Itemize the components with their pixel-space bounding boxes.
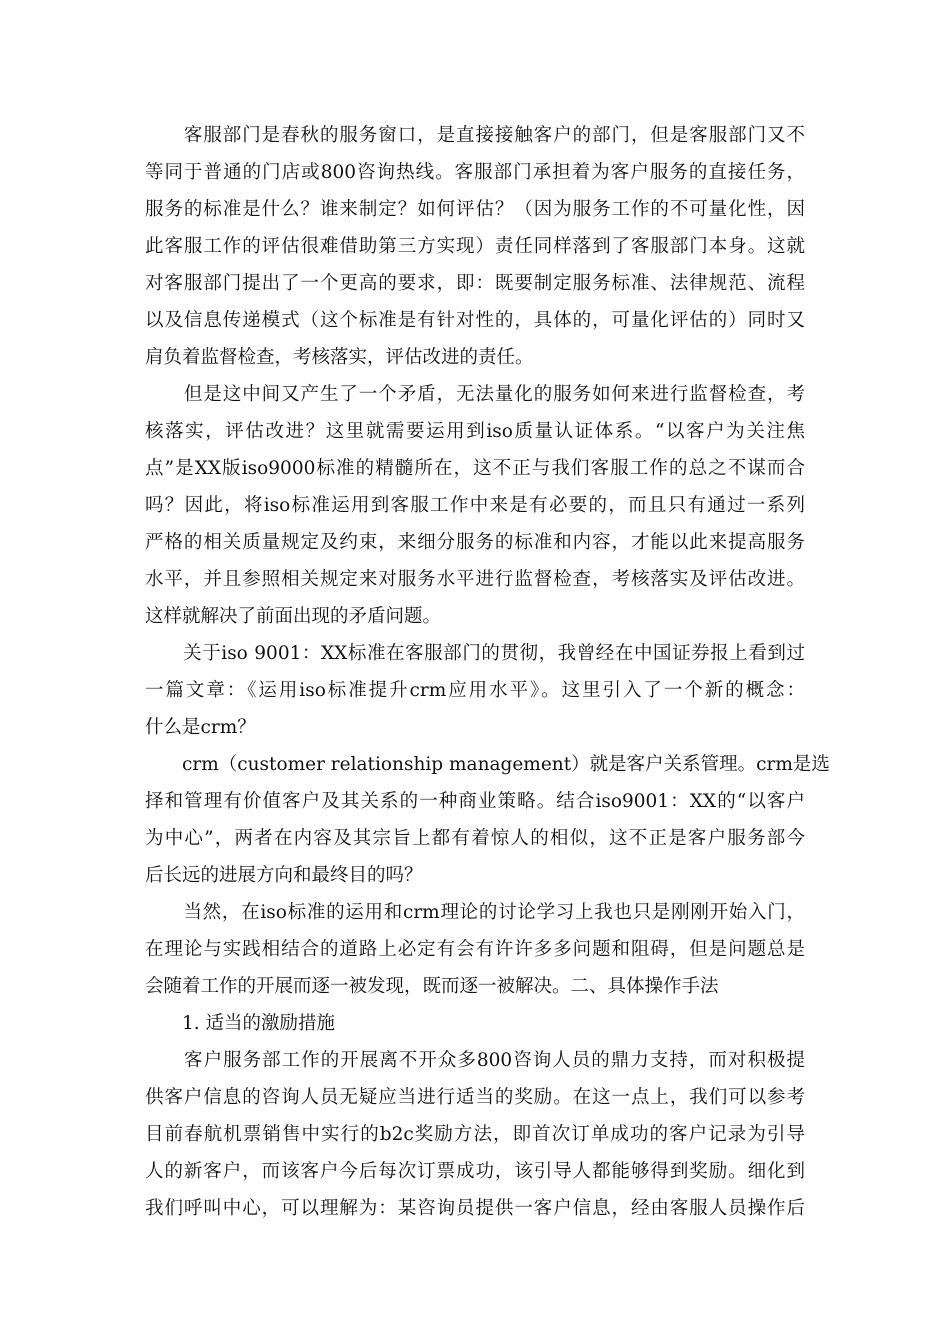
- text-line: 客户服务部工作的开展离不开众多800咨询人员的鼎力支持，而对积极提: [145, 1050, 805, 1071]
- text-line: 严格的相关质量规定及约束，来细分服务的标准和内容，才能以此来提高服务: [145, 532, 805, 553]
- text-line: 服务的标准是什么？谁来制定？如何评估？（因为服务工作的不可量化性，因: [145, 199, 805, 220]
- text-line: 点”是XX版iso9000标准的精髓所在，这不正与我们客服工作的总之不谋而合: [145, 458, 805, 479]
- text-line: 水平，并且参照相关规定来对服务水平进行监督检查，考核落实及评估改进。: [145, 569, 805, 590]
- text-line: 目前春航机票销售中实行的b2c奖励方法，即首次订单成功的客户记录为引导: [145, 1124, 805, 1145]
- text-line: 在理论与实践相结合的道路上必定有会有许许多多问题和阻碍，但是问题总是: [145, 939, 805, 960]
- text-line: 但是这中间又产生了一个矛盾，无法量化的服务如何来进行监督检查，考: [145, 384, 805, 405]
- text-line: crm（customer relationship management）就是客户关系管理。crm是选: [145, 754, 830, 775]
- text-line: 我们呼叫中心，可以理解为：某咨询员提供一客户信息，经由客服人员操作后: [145, 1198, 805, 1219]
- document-body: [145, 117, 830, 1227]
- text-line: 为中心”，两者在内容及其宗旨上都有着惊人的相似，这不正是客户服务部今: [145, 828, 805, 849]
- text-line: 当然，在iso标准的运用和crm理论的讨论学习上我也只是刚刚开始入门，: [145, 902, 805, 923]
- text-line: 供客户信息的咨询人员无疑应当进行适当的奖励。在这一点上，我们可以参考: [145, 1087, 805, 1108]
- text-line: 关于iso 9001：XX标准在客服部门的贯彻，我曾经在中国证券报上看到过: [145, 643, 805, 664]
- text-line: 这样就解决了前面出现的矛盾问题。: [145, 606, 442, 627]
- text-line: 什么是crm？: [145, 717, 256, 738]
- text-line: 等同于普通的门店或800咨询热线。客服部门承担着为客户服务的直接任务，: [145, 162, 805, 183]
- text-line: 肩负着监督检查，考核落实，评估改进的责任。: [145, 347, 534, 368]
- text-line: 吗？因此，将iso标准运用到客服工作中来是有必要的，而且只有通过一系列: [145, 495, 805, 516]
- text-line: 会随着工作的开展而逐一被发现，既而逐一被解决。二、具体操作手法: [145, 976, 719, 997]
- text-line: 1. 适当的激励措施: [145, 1013, 336, 1034]
- text-line: 人的新客户，而该客户今后每次订票成功，该引导人都能够得到奖励。细化到: [145, 1161, 805, 1182]
- text-line: 对客服部门提出了一个更高的要求，即：既要制定服务标准、法律规范、流程: [145, 273, 805, 294]
- text-line: 以及信息传递模式（这个标准是有针对性的，具体的，可量化评估的）同时又: [145, 310, 805, 331]
- text-line: 此客服工作的评估很难借助第三方实现）责任同样落到了客服部门本身。这就: [145, 236, 805, 257]
- text-line: 后长远的进展方向和最终目的吗？: [145, 865, 423, 886]
- text-line: 择和管理有价值客户及其关系的一种商业策略。结合iso9001：XX的“以客户: [145, 791, 805, 812]
- text-line: 一篇文章：《运用iso标准提升crm应用水平》。这里引入了一个新的概念：: [145, 680, 805, 701]
- text-line: 核落实，评估改进？这里就需要运用到iso质量认证体系。“以客户为关注焦: [145, 421, 805, 442]
- text-line: 客服部门是春秋的服务窗口，是直接接触客户的部门，但是客服部门又不: [145, 125, 805, 146]
